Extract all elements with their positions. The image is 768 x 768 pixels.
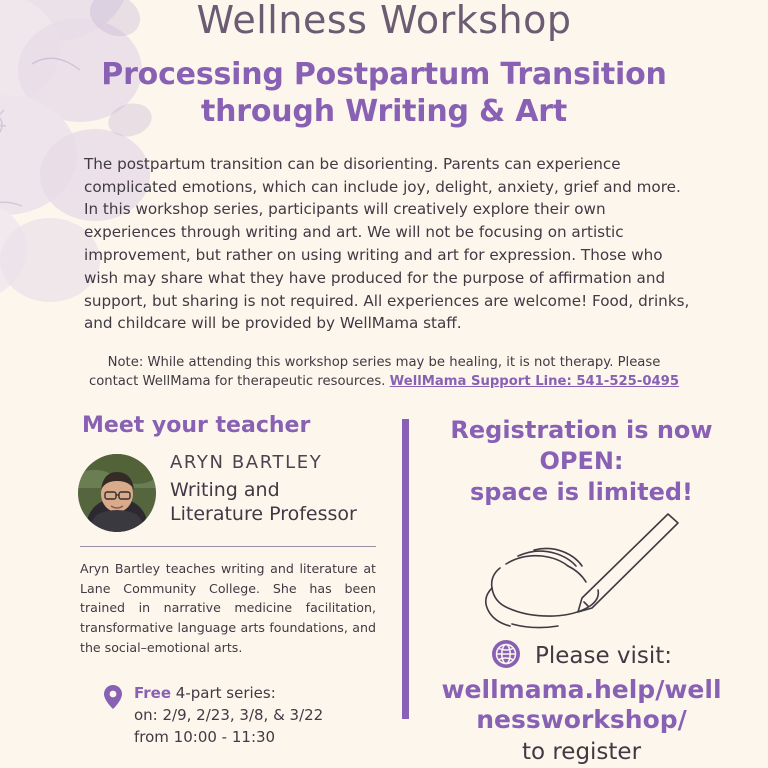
teacher-role-line2: Literature Professor [170,503,357,526]
title-main-line1: Processing Postpartum Transition [101,56,667,92]
free-label: Free [134,684,172,703]
therapy-note [88,353,680,391]
registration-heading-line2: OPEN: [539,447,624,476]
vertical-divider [402,419,409,719]
teacher-info [170,450,357,527]
meet-teacher-heading: Meet your teacher [82,413,311,439]
intro-paragraph: The postpartum transition can be disorienting. Parents can experience complicated emotions, which can include joy, delight, anxiety, grief and more. In this workshop series, participants will creatively explore their own experiences through writing and art. We will not be focusing on artistic improvement, but rather on using writing and art for expression. Those who wish may share what they have produced for the purpose of affirmation and support, but sharing is not required. All experiences are welcome! Food, drinks, and childcare will be provided by WellMama staff. [84,154,690,333]
writing-hand-icon [472,512,692,637]
visit-label: Please visit: [534,642,673,669]
event-details-text [134,683,323,748]
event-details [78,683,382,748]
flyer-header [0,0,768,131]
divider-line [80,546,376,547]
to-register-label: to register [521,738,642,765]
registration-heading-line3: space is limited! [470,477,693,506]
title-main-line2: through Writing & Art [200,94,568,130]
url-line2: nessworkshop/ [476,704,687,734]
registration-heading [445,415,718,507]
page-title-main [30,56,738,131]
registration-url[interactable] [435,675,728,735]
url-line1: wellmama.help/well [441,674,722,704]
visit-row [435,639,728,673]
time-line: from 10:00 - 11:30 [134,727,276,746]
avatar [78,454,156,532]
lower-section [0,413,768,764]
page-title-top: Wellness Workshop [196,0,572,42]
teacher-row [78,450,382,532]
series-label: 4-part series: [171,684,276,703]
location-pin-icon [104,685,124,713]
support-line-link[interactable]: WellMama Support Line: 541-525-0495 [389,374,680,390]
dates-line: on: 2/9, 2/23, 3/8, & 3/22 [134,705,324,724]
registration-column [435,413,728,764]
teacher-column [78,413,398,764]
note-text: Note: While attending this workshop series may be healing, it is not therapy. Please contact WellMama for therapeutic resources. [88,355,661,390]
teacher-role-line1: Writing and [170,479,280,502]
registration-heading-line1: Registration is now [450,416,713,445]
teacher-name: ARYN BARTLEY [170,452,323,474]
teacher-bio: Aryn Bartley teaches writing and literature at Lane Community College. She has been trained in narrative medicine facilitation, transformative language arts foundations, and the social–emotional arts. [80,561,376,655]
teacher-role [170,479,357,527]
globe-icon [491,639,521,673]
